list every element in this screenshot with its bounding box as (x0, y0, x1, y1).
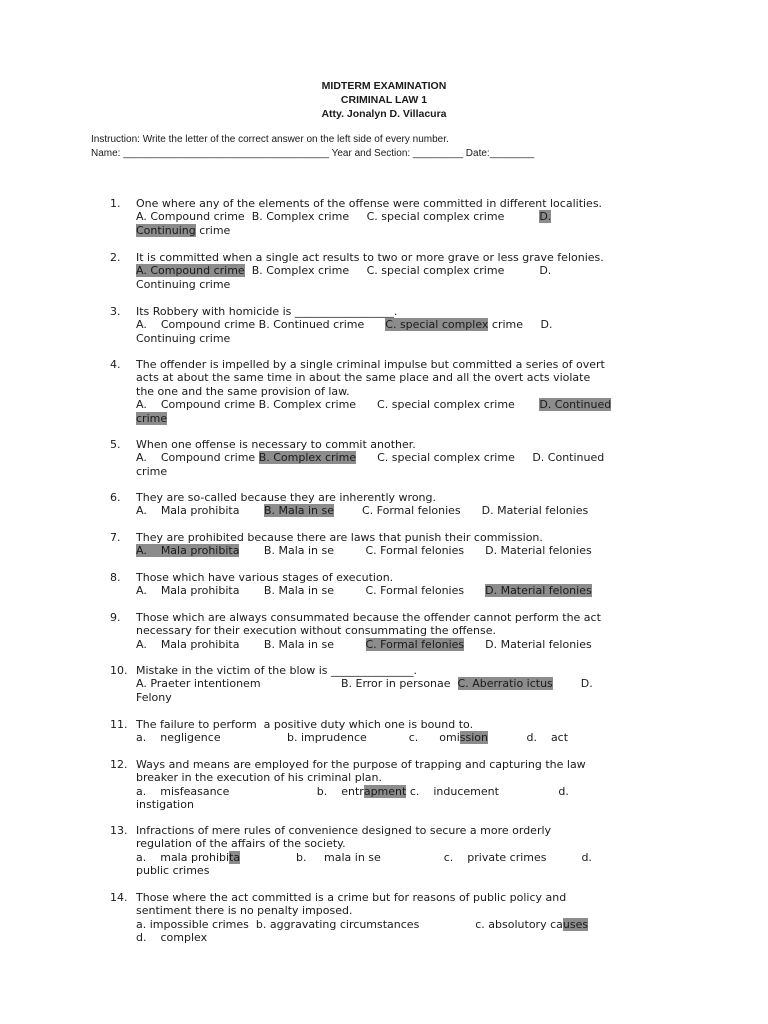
question-text (136, 358, 670, 371)
question-number: 12. (110, 758, 128, 771)
question-body (136, 664, 670, 704)
question-text (136, 718, 670, 731)
question-text (136, 611, 670, 624)
text-segment: a. negligence b. imprudence c. omi (136, 731, 460, 745)
question-number: 1. (110, 197, 121, 210)
question-body (136, 824, 670, 878)
highlighted-answer: Continuing (136, 223, 196, 237)
highlighted-answer: C. Formal felonies (365, 637, 465, 651)
highlighted-answer: A. Mala prohibita (136, 544, 240, 558)
text-segment: A. Praeter intentionem B. Error in personae (136, 677, 458, 691)
text-segment: A. Compound crime B. Complex crime C. special complex crime (136, 398, 540, 412)
text-segment: Those which have various stages of execution. (136, 571, 394, 584)
question-number: 4. (110, 358, 121, 371)
text-segment: a. misfeasance b. entr (136, 784, 364, 798)
text-segment: Felony (136, 690, 172, 704)
question-item (110, 305, 670, 345)
text-segment: A. Mala prohibita (136, 504, 264, 518)
text-segment: crime (195, 223, 231, 237)
highlighted-answer: C. special complex (385, 318, 489, 332)
text-segment: When one offense is necessary to commit another. (136, 438, 416, 451)
text-segment: D. (552, 677, 593, 691)
answer-line (136, 318, 670, 331)
text-segment: Mistake in the victim of the blow is _______________. (136, 664, 418, 677)
highlighted-answer: D. Material felonies (485, 584, 592, 598)
answer-line (136, 798, 670, 811)
question-number: 7. (110, 531, 121, 544)
answer-line (136, 385, 670, 398)
question-item (110, 251, 670, 291)
highlighted-answer: C. Aberratio ictus (457, 677, 553, 691)
question-body (136, 611, 670, 651)
text-segment: Those where the act committed is a crime but for reasons of public policy and (136, 891, 567, 904)
text-segment: Continuing crime (136, 277, 231, 291)
text-segment: d. act (488, 731, 569, 745)
question-text (136, 664, 670, 677)
question-text (136, 305, 670, 318)
text-segment: c. inducement d. (406, 784, 569, 798)
text-segment: They are so-called because they are inherently wrong. (136, 491, 437, 504)
question-body (136, 531, 670, 558)
question-item (110, 891, 670, 945)
highlighted-answer: D. Continued (539, 398, 612, 412)
text-segment: C. special complex crime D. Continued (356, 451, 605, 465)
question-number: 14. (110, 891, 128, 904)
question-number: 9. (110, 611, 121, 624)
text-segment: A. Compound crime B. Complex crime C. special complex crime (136, 210, 540, 224)
text-segment: One where any of the elements of the offense were committed in different localities. (136, 197, 603, 210)
name-line: Name: _____________________________________ Year and Section: _________ Date:________ (91, 148, 535, 159)
highlighted-answer: A. Compound crime (136, 264, 245, 278)
answer-line (136, 412, 670, 425)
question-number: 2. (110, 251, 121, 264)
answer-line (136, 918, 670, 931)
text-segment: Those which are always consummated because the offender cannot perform the act (136, 611, 601, 624)
exam-title: MIDTERM EXAMINATION (321, 80, 447, 92)
question-body (136, 358, 670, 425)
question-item (110, 824, 670, 878)
answer-line (136, 837, 670, 850)
question-text (136, 438, 670, 451)
answer-line (136, 731, 670, 744)
text-segment: D. Material felonies (464, 637, 592, 651)
answer-line (136, 638, 670, 651)
answer-line (136, 278, 670, 291)
question-item (110, 611, 670, 651)
answer-line (136, 584, 670, 597)
question-number: 10. (110, 664, 128, 677)
text-segment: instigation (136, 798, 194, 812)
question-text (136, 531, 670, 544)
highlighted-answer: B. Complex crime (258, 451, 357, 465)
text-segment: A. Compound crime B. Continued crime (136, 318, 386, 332)
exam-header (0, 79, 768, 121)
answer-line (136, 771, 670, 784)
question-number: 11. (110, 718, 128, 731)
question-item (110, 197, 670, 237)
text-segment: A. Mala prohibita B. Mala in se C. Formal felonies (136, 584, 486, 598)
text-segment: A. Mala prohibita B. Mala in se (136, 637, 366, 651)
answer-line (136, 691, 670, 704)
text-segment: regulation of the affairs of the society. (136, 837, 346, 851)
question-body (136, 571, 670, 598)
question-text (136, 197, 670, 210)
text-segment: Ways and means are employed for the purpose of trapping and capturing the law (136, 758, 586, 771)
answer-line (136, 504, 670, 517)
text-segment: crime (136, 464, 168, 478)
highlighted-answer: apment (363, 784, 407, 798)
question-text (136, 571, 670, 584)
text-segment: the one and the same provision of law. (136, 384, 350, 398)
question-text (136, 758, 670, 771)
answer-line (136, 864, 670, 877)
text-segment: They are prohibited because there are laws that punish their commission. (136, 531, 543, 544)
question-text (136, 824, 670, 837)
instruction-block (91, 133, 534, 161)
question-item (110, 718, 670, 745)
question-number: 13. (110, 824, 128, 837)
answer-line (136, 371, 670, 384)
question-item (110, 758, 670, 812)
answer-line (136, 785, 670, 798)
text-segment: b. mala in se c. private crimes d. (240, 850, 592, 864)
text-segment: Its Robbery with homicide is __________________. (136, 305, 398, 318)
highlighted-answer: B. Mala in se (263, 504, 335, 518)
text-segment: B. Complex crime C. special complex crime D. (244, 264, 552, 278)
text-segment: necessary for their execution without consummating the offense. (136, 624, 497, 638)
instruction-text: Instruction: Write the letter of the correct answer on the left side of every number. (91, 134, 449, 145)
text-segment: The failure to perform a positive duty which one is bound to. (136, 718, 474, 731)
question-item (110, 571, 670, 598)
question-item (110, 358, 670, 425)
text-segment: C. Formal felonies D. Material felonies (334, 504, 589, 518)
question-item (110, 664, 670, 704)
highlighted-answer: ta (229, 850, 241, 864)
answer-line (136, 332, 670, 345)
question-body (136, 305, 670, 345)
highlighted-answer: crime (136, 411, 168, 425)
answer-line (136, 264, 670, 277)
text-segment: The offender is impelled by a single criminal impulse but committed a series of overt (136, 358, 605, 371)
text-segment: Continuing crime (136, 331, 231, 345)
question-body (136, 197, 670, 237)
question-number: 6. (110, 491, 121, 504)
text-segment: a. impossible crimes b. aggravating circumstances c. absolutory ca (136, 917, 563, 931)
text-segment: breaker in the execution of his criminal plan. (136, 771, 382, 785)
question-body (136, 251, 670, 291)
question-body (136, 891, 670, 945)
question-body (136, 491, 670, 518)
question-number: 8. (110, 571, 121, 584)
text-segment: a. mala prohibi (136, 850, 230, 864)
answer-line (136, 398, 670, 411)
highlighted-answer: ssion (459, 731, 489, 745)
highlighted-answer: D. (539, 210, 552, 224)
question-item (110, 438, 670, 478)
answer-line (136, 224, 670, 237)
question-text (136, 891, 670, 904)
question-body (136, 718, 670, 745)
text-segment: sentiment there is no penalty imposed. (136, 904, 353, 918)
answer-line (136, 851, 670, 864)
highlighted-answer: uses (562, 917, 589, 931)
text-segment: A. Compound crime (136, 451, 259, 465)
answer-line (136, 544, 670, 557)
answer-line (136, 904, 670, 917)
question-text (136, 491, 670, 504)
question-item (110, 491, 670, 518)
text-segment: It is committed when a single act results to two or more grave or less grave felonies. (136, 251, 604, 264)
text-segment: d. complex (136, 931, 208, 945)
text-segment: crime D. (488, 318, 553, 332)
answer-line (136, 210, 670, 223)
text-segment: Infractions of mere rules of convenience designed to secure a more orderly (136, 824, 552, 837)
answer-line (136, 624, 670, 637)
question-body (136, 758, 670, 812)
question-number: 5. (110, 438, 121, 451)
text-segment: acts at about the same time in about the same place and all the overt acts violate (136, 371, 591, 385)
exam-instructor: Atty. Jonalyn D. Villacura (321, 108, 447, 120)
question-item (110, 531, 670, 558)
exam-subject: CRIMINAL LAW 1 (340, 94, 428, 106)
answer-line (136, 465, 670, 478)
text-segment: public crimes (136, 864, 210, 878)
question-body (136, 438, 670, 478)
question-text (136, 251, 670, 264)
answer-line (136, 931, 670, 944)
question-number: 3. (110, 305, 121, 318)
answer-line (136, 677, 670, 690)
answer-line (136, 451, 670, 464)
text-segment: B. Mala in se C. Formal felonies D. Material felonies (239, 544, 592, 558)
